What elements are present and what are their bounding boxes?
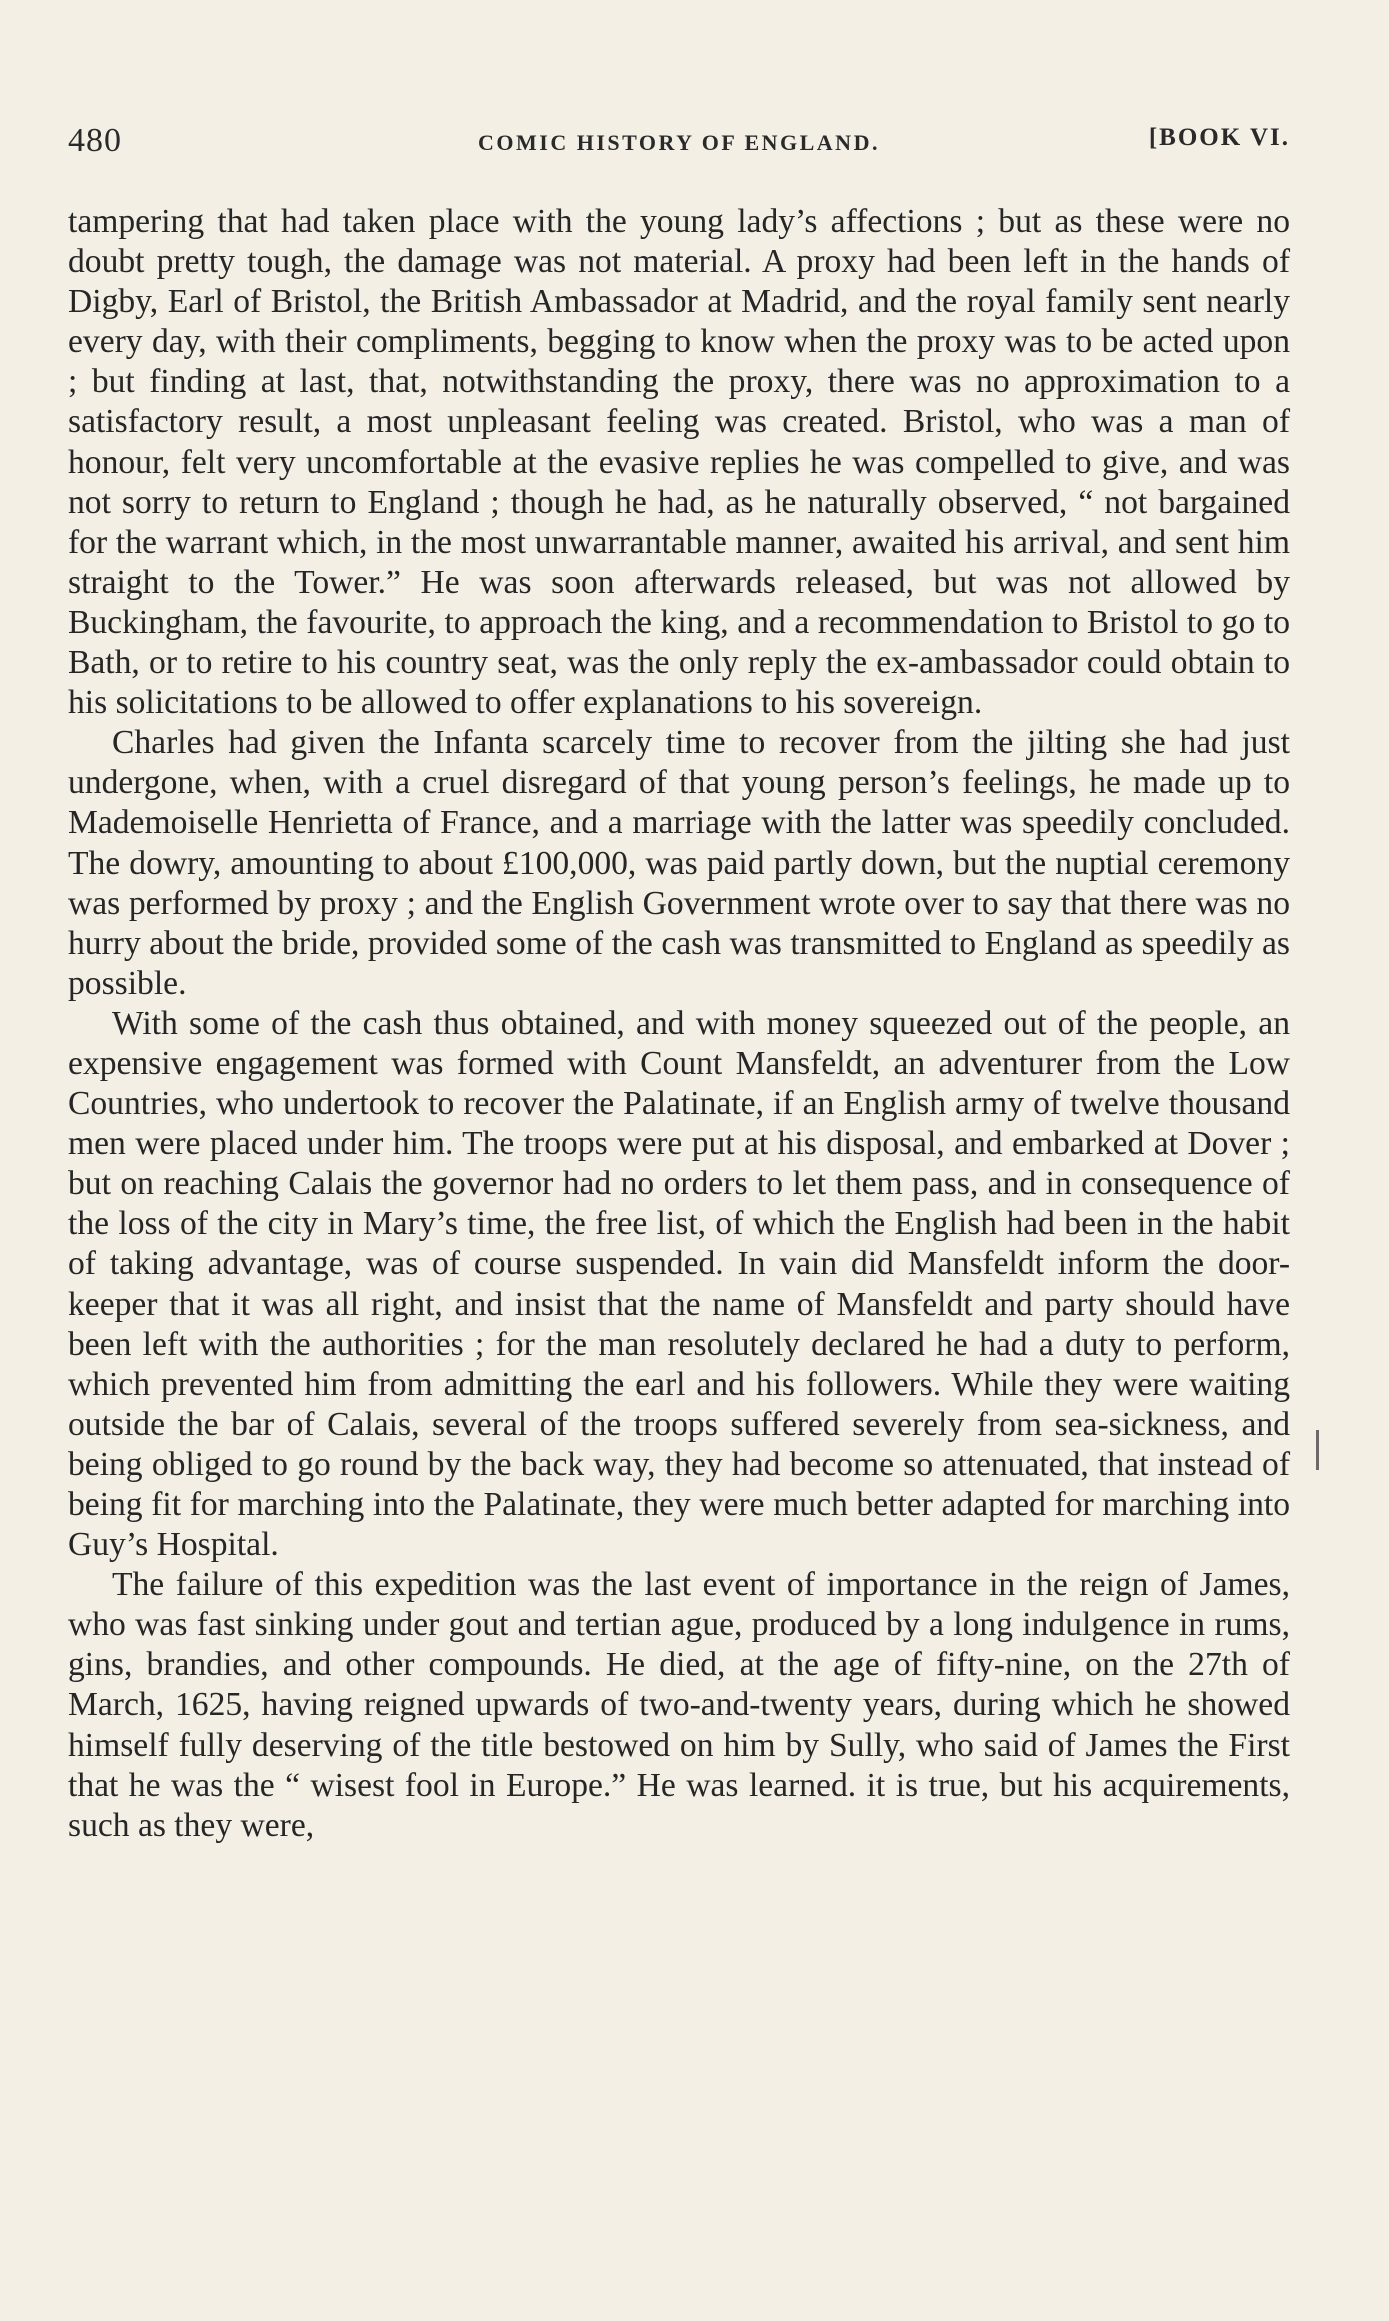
paragraph-death-of-james: The failure of this expedition was the last event of importance in the reign of James, who was fast sinking under gout and tertian ague, produced by a long indulgence in rums, gins, brandies, and other compounds. He died, at the age of fifty-nine, on the 27th of March, 1625, having reigned upwards of two-and-twenty years, during which he showed himself fully deserving of the title bestowed on him by Sully, who said of James the First that he was the “ wisest fool in Europe.” He was learned. it is true, but his acquirements, such as they were, [68, 1566, 1290, 1844]
body-text [68, 202, 1290, 1846]
book-marker: [BOOK VI. [1148, 124, 1290, 151]
paragraph-infanta: Charles had given the Infanta scarcely time to recover from the jilting she had just undergone, when, with a cruel disregard of that young person’s feelings, he made up to Mademoiselle Henrietta of France, and a marriage with the latter was speedily concluded. The dowry, amounting to about £100,000, was paid partly down, but the nuptial ceremony was performed by proxy ; and the English Government wrote over to say that there was no hurry about the bride, provided some of the cash was transmitted to England as speedily as possible. [68, 724, 1290, 1002]
page-number: 480 [68, 122, 122, 159]
paragraph-mansfeldt: With some of the cash thus obtained, and with money squeezed out of the people, an expensive engagement was formed with Count Mansfeldt, an adventurer from the Low Countries, who undertook to recover the Palatinate, if an English army of twelve thousand men were placed under him. The troops were put at his disposal, and embarked at Dover ; but on reaching Calais the governor had no orders to let them pass, and in consequence of the loss of the city in Mary’s time, the free list, of which the English had been in the habit of taking advantage, was of course suspended. In vain did Mansfeldt inform the door-keeper that it was all right, and insist that the name of Mansfeldt and party should have been left with the authorities ; for the man resolutely declared he had a duty to perform, which prevented him from admitting the earl and his followers. While they were waiting outside the bar of Calais, several of the troops suffered severely from sea-sickness, and being obliged to go round by the back way, they had become so attenuated, that instead of being fit for marching into the Palatinate, they were much better adapted for marching into Guy’s Hospital. [68, 1004, 1290, 1564]
running-title: COMIC HISTORY OF ENGLAND. [478, 130, 880, 155]
page-header [68, 122, 1290, 170]
paragraph-continuation: tampering that had taken place with the young lady’s affections ; but as these were no doubt pretty tough, the damage was not material. A proxy had been left in the hands of Digby, Earl of Bristol, the British Ambassador at Madrid, and the royal family sent nearly every day, with their compliments, begging to know when the proxy was to be acted upon ; but finding at last, that, notwithstanding the proxy, there was no approximation to a satisfactory result, a most unpleasant feeling was created. Bristol, who was a man of honour, felt very uncomfortable at the evasive replies he was compelled to give, and was not sorry to return to England ; though he had, as he naturally observed, “ not bargained for the warrant which, in the most unwarrantable manner, awaited his arrival, and sent him straight to the Tower.” He was soon afterwards released, but was not allowed by Buckingham, the favourite, to approach the king, and a recommendation to Bristol to go to Bath, or to retire to his country seat, was the only reply the ex-ambassador could obtain to his solicitations to be allowed to offer explanations to his sovereign. [68, 203, 1290, 722]
margin-mark [1316, 1430, 1319, 1470]
